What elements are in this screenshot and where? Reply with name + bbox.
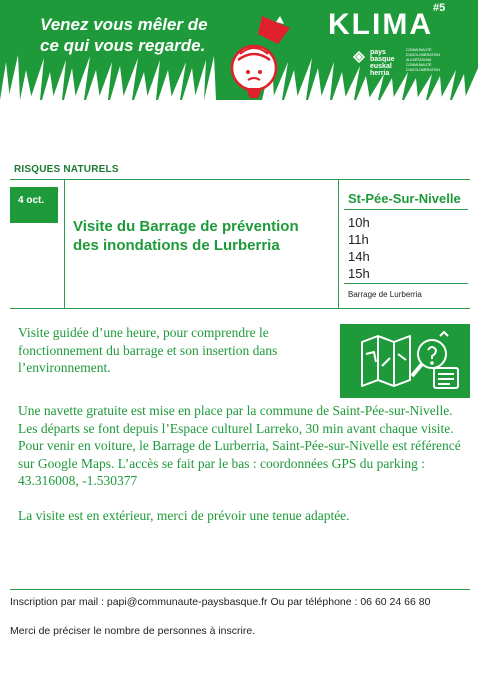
place-column-divider	[338, 180, 339, 308]
event-place-detail: Barrage de Lurberria	[348, 290, 422, 299]
date-column-divider	[64, 180, 65, 308]
map-magnifier-icon	[340, 324, 470, 398]
org-small-2: ALKARTASUNA	[406, 58, 432, 62]
times-underline	[344, 283, 468, 284]
event-place: St-Pée-Sur-Nivelle	[348, 191, 461, 206]
info-shuttle: Une navette gratuite est mise en place par la commune de Saint-Pée-sur-Nivelle. Les départs se font depuis l’Espace culturel Larreko, 30 min avant chaque visite.	[18, 403, 454, 436]
pays-basque-mark-icon	[352, 50, 366, 64]
event-divider	[10, 308, 470, 309]
org-line-3: euskal	[370, 63, 392, 70]
footer-divider	[10, 589, 470, 590]
pays-basque-org	[370, 49, 395, 77]
org-small-3: COMMUNAUTÉ D'AGGLOMÉRATION	[406, 63, 440, 72]
event-date-badge: 4 oct.	[10, 187, 58, 223]
place-underline	[344, 209, 468, 210]
klima-logo	[328, 2, 446, 42]
practical-info	[18, 402, 468, 524]
info-car-access: Pour venir en voiture, le Barrage de Lurberria, Saint-Pée-sur-Nivelle est référencé sur Google Maps. L’accès se fait par le bas : coordonnées GPS du parking : 43.316008, -1.530377	[18, 438, 461, 488]
upside-down-figure-illustration	[218, 14, 298, 100]
header-banner	[0, 0, 478, 100]
banner-slogan	[40, 14, 208, 56]
org-small-text	[406, 48, 446, 73]
org-line-1: pays	[370, 49, 386, 56]
event-description: Visite guidée d’une heure, pour comprendre le fonctionnement du barrage et son insertion dans l’environnement.	[18, 325, 278, 375]
org-line-2: basque	[370, 56, 395, 63]
logo-text: KLIMA	[328, 8, 433, 41]
event-title: Visite du Barrage de prévention des inondations de Lurberria	[73, 218, 299, 254]
logo-issue: #5	[432, 2, 446, 14]
section-divider	[10, 179, 470, 180]
slogan-line-2: ce qui vous regarde.	[40, 36, 206, 55]
event-times	[348, 214, 370, 282]
section-title: RISQUES NATURELS	[14, 164, 119, 175]
time-slot: 15h	[348, 266, 370, 281]
registration-note: Merci de préciser le nombre de personnes à inscrire.	[10, 625, 256, 637]
time-slot: 11h	[348, 232, 369, 247]
slogan-line-1: Venez vous mêler de	[40, 15, 208, 34]
time-slot: 10h	[348, 215, 370, 230]
info-clothing: La visite est en extérieur, merci de prévoir une tenue adaptée.	[18, 507, 350, 523]
org-small-1: COMMUNAUTÉ D'AGGLOMÉRATION	[406, 48, 440, 57]
registration-footer	[10, 595, 450, 639]
time-slot: 14h	[348, 249, 370, 264]
org-line-4: herria	[370, 70, 390, 77]
registration-contact: Inscription par mail : papi@communaute-paysbasque.fr Ou par téléphone : 06 60 24 66 80	[10, 596, 431, 608]
